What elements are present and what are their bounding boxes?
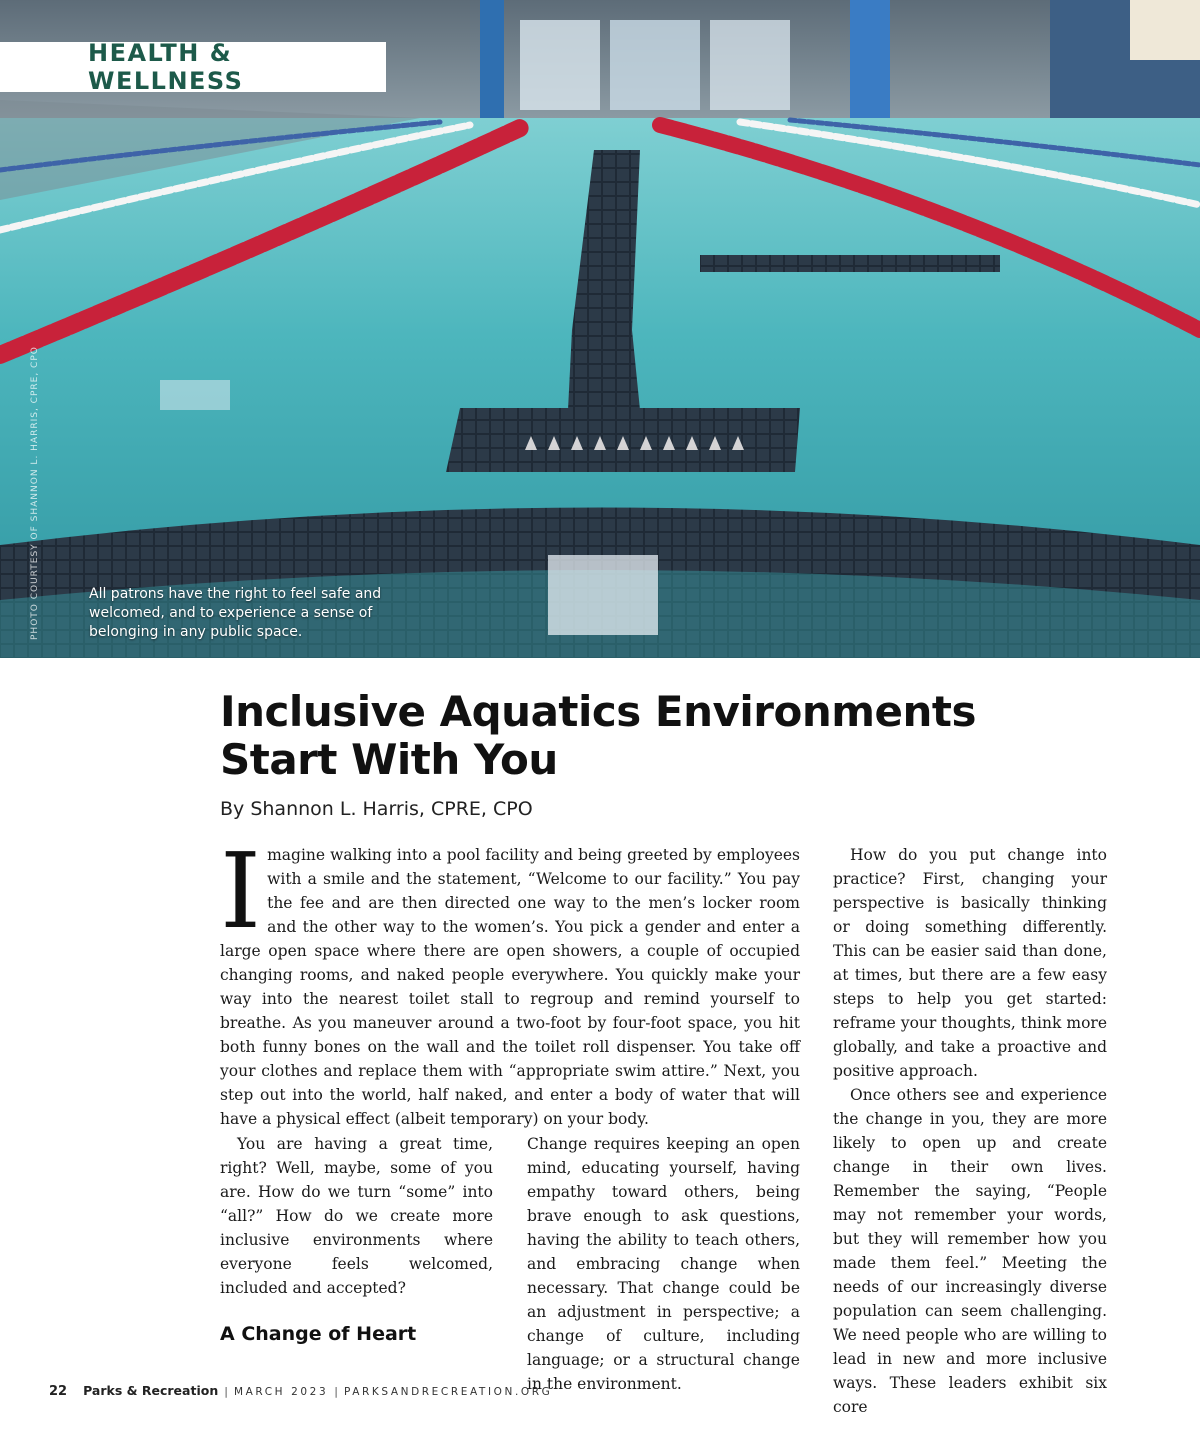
lead-paragraph-text: magine walking into a pool facility and being greeted by employees with a smile and the statement, “Welcome to our facility.” You pay the fee and are then directed one way to the men’s locker room and the other way to the women’s. You pick a gender and enter a large open space where there are open showers, a couple of occupied changing rooms, and naked people everywhere. You quickly make your way into the nearest toilet stall to regroup and remind yourself to breathe. As you maneuver around a two-foot by four-foot space, you hit both funny bones on the wall and the toilet roll dispenser. You take off your clothes and replace them with “appropriate swim attire.” Next, you step out into the world, half naked, and enter a body of water that will have a physical effect (albeit temporary) on your body.	[220, 846, 800, 1128]
page-footer	[49, 1383, 552, 1399]
drop-cap: I	[220, 830, 262, 952]
section-tag	[0, 39, 386, 95]
subhead-change-of-heart: A Change of Heart	[220, 1323, 417, 1345]
body-paragraph: How do you put change into practice? First, changing your perspective is basically thinking or doing something differently. This can be easier said than done, at times, but there are a few easy steps to help you get started: reframe your thoughts, think more globally, and take a proactive and positive approach.	[833, 846, 1107, 1080]
page-number: 22	[49, 1384, 68, 1399]
lead-paragraph	[220, 830, 800, 1131]
body-paragraph-continued: Change requires keeping an open mind, educating yourself, having empathy toward others, being brave enough to ask questions, having the ability to teach others, and embracing change when necessary. That change could be an adjustment in perspective; a change of culture, including language; or a structural change in the environment.	[527, 1135, 800, 1393]
section-tag-label: HEALTH & WELLNESS	[88, 39, 244, 95]
photo-caption: All patrons have the right to feel safe and welcomed, and to experience a sense of belonging in any public space.	[89, 586, 382, 640]
article-title-line-2: Start With You	[220, 735, 558, 784]
body-column-2	[527, 1132, 800, 1396]
body-paragraph: You are having a great time, right? Well, maybe, some of you are. How do we turn “some” into “all?” How do we create more inclusive environments where everyone feels welcomed, included and accepted?	[220, 1135, 493, 1297]
photo-credit: PHOTO COURTESY OF SHANNON L. HARRIS, CPRE, CPO	[30, 346, 40, 640]
body-column-3	[833, 843, 1107, 1419]
footer-separator: |	[224, 1385, 228, 1398]
issue-date: MARCH 2023	[233, 1386, 329, 1398]
article-title	[220, 688, 1120, 784]
magazine-name: Parks & Recreation	[83, 1383, 219, 1398]
body-paragraph: Once others see and experience the change in you, they are more likely to open up and create change in their own lives. Remember the saying, “People may not remember your words, but they will remember how you made them feel.” Meeting the needs of our increasingly diverse population can seem challenging. We need people who are willing to lead in new and more inclusive ways. These leaders exhibit six core	[833, 1086, 1107, 1416]
lead-paragraph-block	[220, 830, 800, 1131]
article-byline: By Shannon L. Harris, CPRE, CPO	[220, 798, 533, 820]
body-column-1	[220, 1132, 493, 1348]
article-title-line-1: Inclusive Aquatics Environments	[220, 687, 976, 736]
pool-illustration	[0, 0, 1200, 658]
footer-separator: |	[334, 1385, 338, 1398]
hero-photo	[0, 0, 1200, 658]
website-url: PARKSANDRECREATION.ORG	[343, 1386, 553, 1398]
